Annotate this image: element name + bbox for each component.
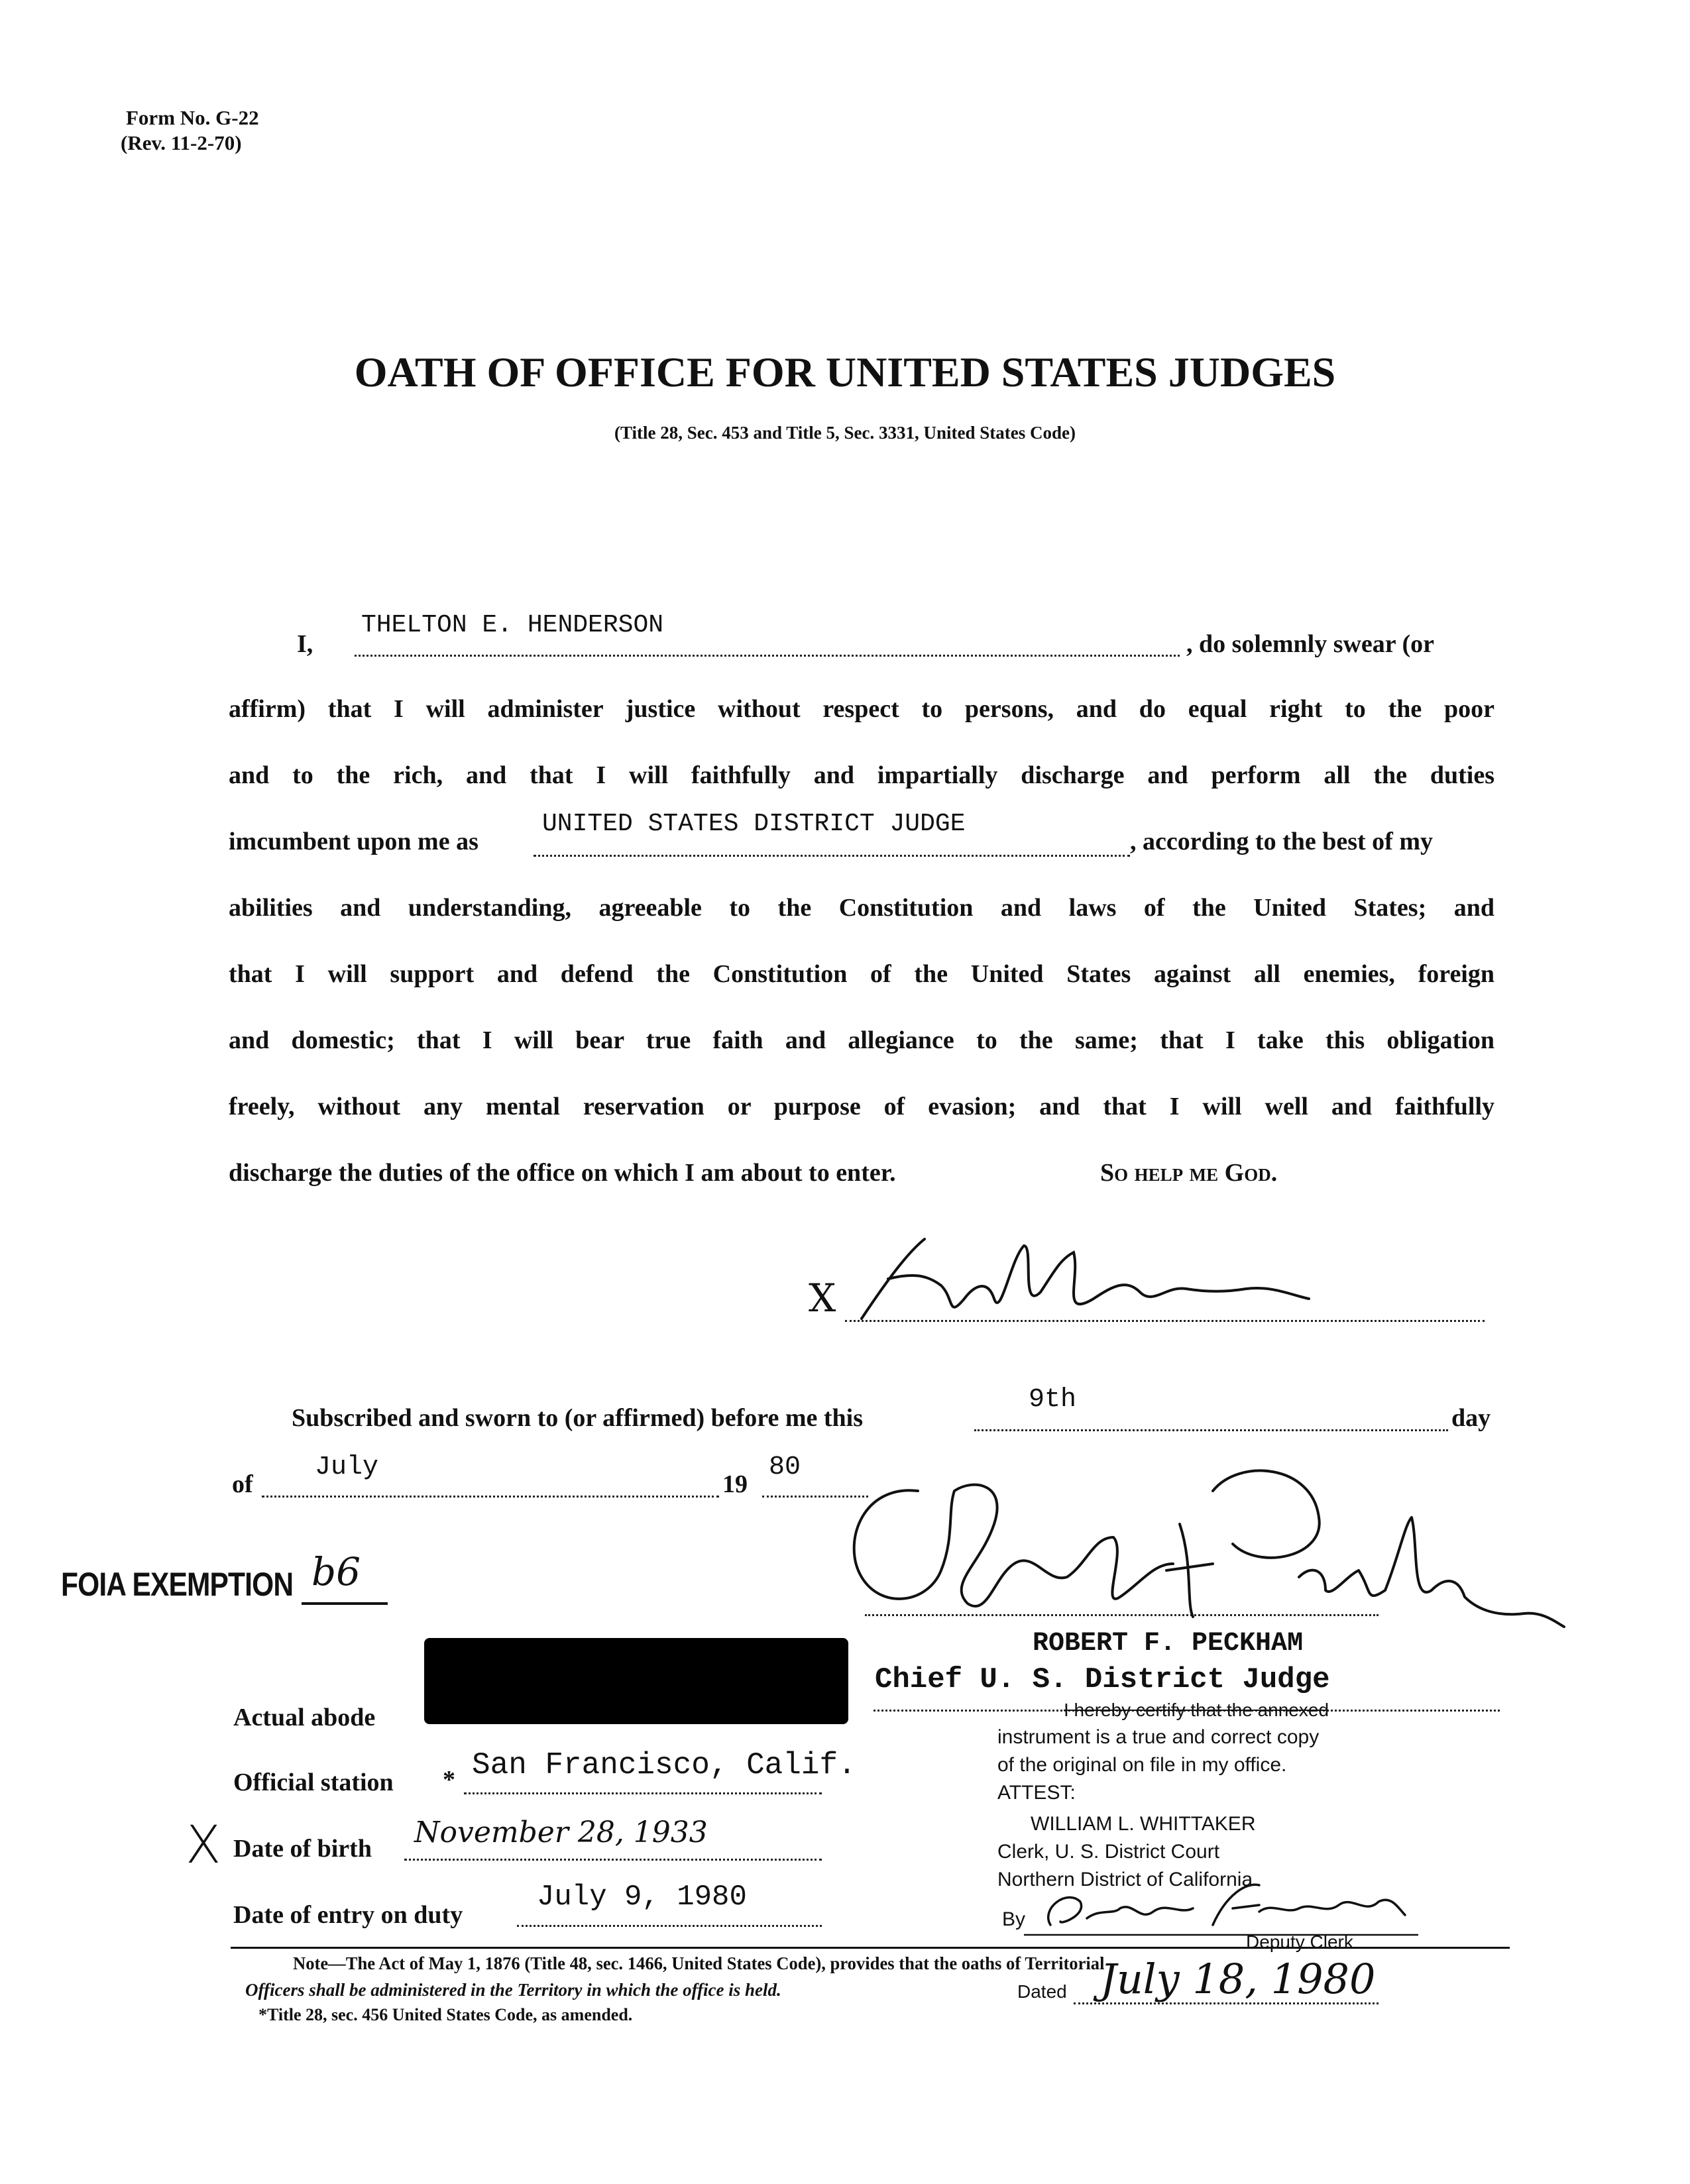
sworn-day-word: day — [1451, 1404, 1491, 1432]
oath-line3: and to the rich, and that I will faithfully and impartially discharge and perform all the duties — [229, 761, 1494, 789]
judge-name: ROBERT F. PECKHAM — [1033, 1629, 1304, 1659]
sworn-year-suffix: 80 — [769, 1452, 801, 1482]
birth-value: November 28, 1933 — [414, 1816, 708, 1849]
foia-label: FOIA EXEMPTION — [61, 1566, 294, 1603]
oath-prefix: I, — [297, 630, 313, 658]
form-revision: (Rev. 11-2-70) — [121, 131, 242, 154]
birth-label: Date of birth — [233, 1835, 372, 1863]
document-subtitle: (Title 28, Sec. 453 and Title 5, Sec. 3331, United States Code) — [614, 423, 1076, 443]
signature-x-mark: X — [809, 1276, 836, 1321]
oath-line4-end: , according to the best of my — [1130, 828, 1433, 855]
oath-line6: that I will support and defend the Constitution of the United States against all enemies, foreign — [229, 960, 1494, 988]
sworn-text: Subscribed and sworn to (or affirmed) before me this — [292, 1404, 863, 1432]
foia-code: b6 — [311, 1549, 361, 1594]
station-value: San Francisco, Calif. — [472, 1748, 856, 1782]
deputy-clerk-label: Deputy Clerk — [1246, 1932, 1353, 1952]
cert-attest: ATTEST: — [997, 1782, 1076, 1804]
oath-position: UNITED STATES DISTRICT JUDGE — [542, 810, 966, 838]
cert-struck-text: I hereby certify that the annexed — [1064, 1700, 1329, 1720]
oath-line5: abilities and understanding, agreeable to the Constitution and laws of the United States; and — [229, 894, 1494, 922]
oath-line8: freely, without any mental reservation or purpose of evasion; and that I will well and faithfully — [229, 1093, 1494, 1120]
oath-line2: affirm) that I will administer justice without respect to persons, and do equal right to the poor — [229, 695, 1494, 723]
oath-line7: and domestic; that I will bear true faith and allegiance to the same; that I take this obligation — [229, 1026, 1494, 1054]
cert-line2: of the original on file in my office. — [997, 1754, 1287, 1776]
form-number: Form No. G-22 — [126, 106, 259, 129]
oath-name: THELTON E. HENDERSON — [361, 611, 664, 639]
sworn-year-prefix: 19 — [722, 1470, 748, 1498]
dated-label: Dated — [1017, 1981, 1067, 2002]
entry-label: Date of entry on duty — [233, 1901, 463, 1929]
clerk-title: Clerk, U. S. District Court — [997, 1841, 1220, 1863]
station-label: Official station — [233, 1769, 394, 1796]
sworn-day: 9th — [1029, 1385, 1077, 1415]
oath-line1-end: , do solemnly swear (or — [1186, 630, 1434, 658]
note-line2: Officers shall be administered in the Territory in which the office is held. — [245, 1980, 781, 2000]
station-star: * — [443, 1766, 455, 1794]
oath-closing: So help me God. — [1100, 1159, 1278, 1187]
oath-line9: discharge the duties of the office on which I am about to enter. — [229, 1159, 896, 1187]
document-title: OATH OF OFFICE FOR UNITED STATES JUDGES — [354, 349, 1336, 396]
note-line1: Note—The Act of May 1, 1876 (Title 48, sec. 1466, United States Code), provides that the oaths of Territorial — [293, 1953, 1105, 1973]
clerk-name: WILLIAM L. WHITTAKER — [1031, 1813, 1256, 1835]
entry-value: July 9, 1980 — [537, 1881, 747, 1914]
oath-line4-start: imcumbent upon me as — [229, 828, 479, 855]
clerk-by: By — [1002, 1908, 1026, 1930]
note-divider — [231, 1947, 1510, 1949]
judge-title: Chief U. S. District Judge — [875, 1663, 1330, 1696]
sworn-month: July — [315, 1452, 379, 1482]
sworn-of: of — [232, 1470, 253, 1498]
cert-line1: instrument is a true and correct copy — [997, 1726, 1320, 1748]
dated-value: July 18, 1980 — [1100, 1955, 1376, 2003]
clerk-district: Northern District of California — [997, 1869, 1253, 1890]
birth-x-mark: X — [186, 1816, 221, 1875]
abode-label: Actual abode — [233, 1704, 376, 1731]
note-footnote: *Title 28, sec. 456 United States Code, as amended. — [258, 2005, 633, 2024]
